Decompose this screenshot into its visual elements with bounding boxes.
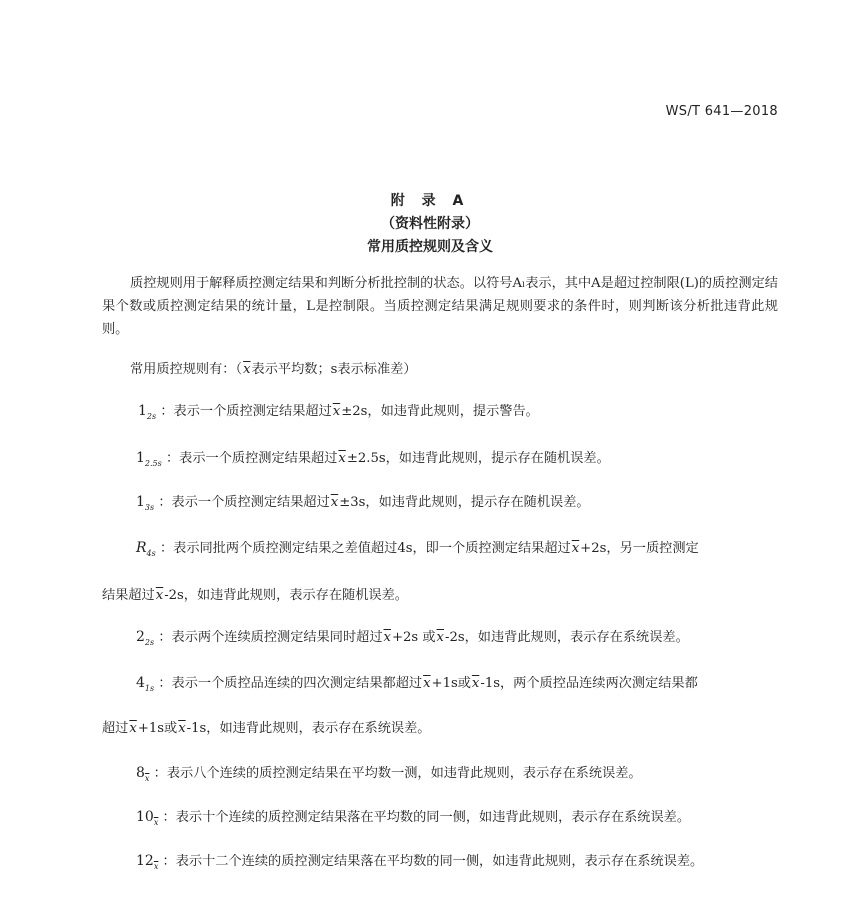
rule-id: $8_{\overline{x}}$ (136, 765, 150, 783)
appendix-title: 附 录 A (390, 193, 470, 209)
legend-prefix: 常用质控规则有：（ (130, 362, 243, 377)
rule-text: +2s 或 (391, 630, 436, 645)
rule-text: -1s，如违背此规则，表示存在系统误差。 (186, 721, 431, 736)
rule-text: ：表示一个质控品连续的四次测定结果都超过 (158, 676, 423, 691)
rule-text: 结果超过 (102, 588, 155, 603)
rule-id: $2_{2s}$ (136, 629, 155, 647)
mean-symbol: $\overline{x}$ (338, 451, 346, 466)
mean-symbol: $\overline{x}$ (383, 630, 391, 645)
rule-id: $1_{2s}$ (138, 403, 157, 421)
intro-paragraph: 质控规则用于解释质控测定结果和判断分析批控制的状态。以符号Aₗ表示，其中A是超过控制限(L)的质控测定结果个数或质控测定结果的统计量，L是控制限。当质控测定结果满足规则要求的条件时，则判断该分析批违背此规则。 (102, 276, 778, 337)
mean-symbol: $\overline{x}$ (243, 362, 251, 377)
appendix-name: 常用质控规则及含义 (367, 239, 493, 255)
mean-symbol: $\overline{x}$ (178, 721, 186, 736)
rule-id: $R_{4s}$ (136, 540, 156, 558)
rule-text: ：表示一个质控测定结果超过 (165, 451, 338, 466)
rule-text: ：表示十个连续的质控测定结果落在平均数的同一侧，如违背此规则，表示存在系统误差。 (162, 810, 691, 825)
rule-id: $10_{\overline{x}}$ (136, 809, 159, 827)
rule-id: $12_{\overline{x}}$ (136, 853, 159, 871)
rule-4-1s-cont (102, 717, 430, 736)
mean-symbol: $\overline{x}$ (129, 721, 137, 736)
rule-text: ：表示八个连续的质控测定结果在平均数一测，如违背此规则，表示存在系统误差。 (153, 766, 642, 781)
rule-text: ：表示十二个连续的质控测定结果落在平均数的同一侧，如违背此规则，表示存在系统误差。 (162, 854, 704, 869)
mean-symbol: x (153, 818, 159, 827)
rule-text: ±3s，如违背此规则，提示存在随机误差。 (339, 495, 590, 510)
legend-text: 表示平均数；s表示标准差） (251, 362, 417, 377)
rule-1-3s (136, 491, 590, 512)
rule-text: -2s，如违背此规则，表示存在系统误差。 (444, 630, 689, 645)
rule-text: ：表示两个连续质控测定结果同时超过 (158, 630, 383, 645)
rule-r-4s-cont (102, 584, 408, 603)
document-code: WS/T 641—2018 (665, 104, 778, 119)
mean-symbol: $\overline{x}$ (571, 541, 580, 556)
appendix-subtitle: （资料性附录） (381, 216, 479, 232)
mean-symbol: $\overline{x}$ (330, 495, 339, 510)
mean-symbol: x (153, 862, 159, 871)
rule-text: +2s，另一质控测定 (580, 541, 699, 556)
mean-symbol: $\overline{x}$ (155, 588, 164, 603)
rule-text: ±2s，如违背此规则，提示警告。 (341, 404, 539, 419)
rule-8x (136, 762, 642, 783)
rule-text: +1s或 (137, 721, 178, 736)
legend-line (130, 358, 417, 377)
mean-symbol: $\overline{x}$ (436, 630, 444, 645)
mean-symbol: $\overline{x}$ (332, 404, 341, 419)
rule-text: +1s或 (431, 676, 471, 691)
rule-text: ±2.5s，如违背此规则，提示存在随机误差。 (346, 451, 610, 466)
mean-symbol: x (144, 774, 150, 783)
rule-2-2s (136, 626, 689, 647)
rule-4-1s (136, 672, 698, 693)
rule-10x (136, 806, 690, 827)
rule-id: $1_{3s}$ (136, 494, 155, 512)
rule-text: -1s，两个质控品连续两次测定结果都 (480, 676, 698, 691)
rule-1-2-5s (136, 447, 610, 468)
rule-r-4s (136, 537, 699, 558)
rule-text: ：表示一个质控测定结果超过 (158, 495, 330, 510)
rule-id: $1_{2.5s}$ (136, 450, 162, 468)
rule-id: $4_{1s}$ (136, 675, 155, 693)
rule-text: 超过 (102, 721, 129, 736)
rule-1-2s (138, 400, 539, 421)
rule-text: ：表示一个质控测定结果超过 (160, 404, 332, 419)
mean-symbol: $\overline{x}$ (471, 676, 480, 691)
rule-text: -2s，如违背此规则，表示存在随机误差。 (164, 588, 408, 603)
rule-text: ：表示同批两个质控测定结果之差值超过4s，即一个质控测定结果超过 (159, 541, 571, 556)
mean-symbol: $\overline{x}$ (423, 676, 431, 691)
rule-12x (136, 850, 703, 871)
